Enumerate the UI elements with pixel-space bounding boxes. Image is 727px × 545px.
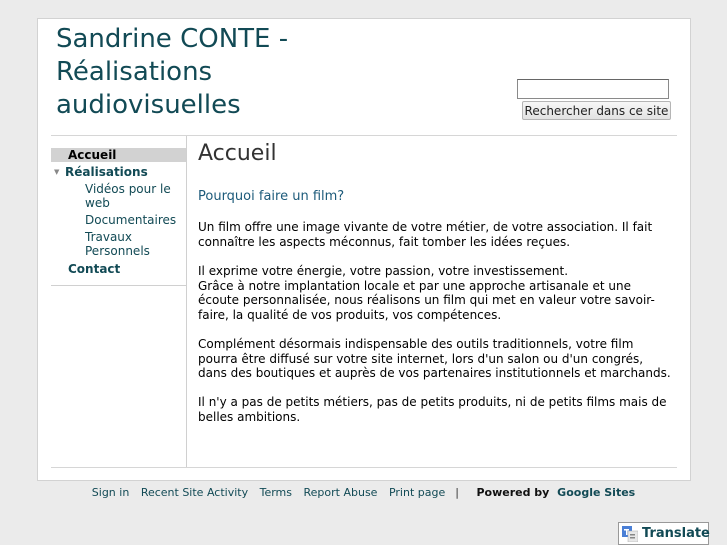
recent-activity-link[interactable]: Recent Site Activity: [140, 486, 249, 499]
site-title[interactable]: Sandrine CONTE - Réalisations audiovisuelles: [56, 24, 289, 120]
sidebar-item-accueil[interactable]: Accueil: [51, 148, 186, 162]
section-subtitle: Pourquoi faire un film?: [198, 189, 345, 204]
triangle-down-icon[interactable]: ▼: [54, 168, 60, 176]
translate-label[interactable]: Translate: [642, 526, 710, 541]
sidebar-item-videos[interactable]: Vidéos pour le web: [85, 182, 171, 210]
sign-in-link[interactable]: Sign in: [91, 486, 130, 499]
sidebar: [51, 136, 187, 467]
sidebar-item-documentaires[interactable]: Documentaires: [85, 213, 177, 227]
google-translate-icon: [622, 526, 638, 542]
powered-by-label: Powered by: [476, 486, 550, 499]
sidebar-item-realisations[interactable]: [54, 165, 148, 179]
paragraph-line: Grâce à notre implantation locale et par une approche artisanale et une écoute personnalisée, nous réalisons un film qui met en valeur votre savoir-faire, la qualité de vos produits, vos compétences.: [198, 278, 655, 322]
footer-separator: |: [455, 486, 459, 499]
paragraph: Un film offre une image vivante de votre métier, de votre association. Il fait connaître les aspects méconnus, fait tomber les idées reçues.: [198, 220, 653, 249]
footer: [0, 486, 727, 499]
translate-button[interactable]: [618, 522, 709, 545]
sidebar-item-travaux[interactable]: Travaux Personnels: [85, 230, 150, 258]
google-sites-link[interactable]: Google Sites: [557, 486, 636, 499]
paragraph-line: Il exprime votre énergie, votre passion, votre investissement.: [198, 264, 569, 278]
terms-link[interactable]: Terms: [259, 486, 292, 499]
sidebar-item-contact[interactable]: Contact: [68, 262, 121, 276]
paragraph-block: [198, 264, 673, 322]
print-page-link[interactable]: Print page: [388, 486, 446, 499]
sidebar-divider: [51, 285, 186, 286]
powered-by: [472, 486, 635, 499]
report-abuse-link[interactable]: Report Abuse: [303, 486, 378, 499]
paragraph: Complément désormais indispensable des outils traditionnels, votre film pourra être diffusé sur votre site internet, lors d'un salon ou d'un congrés, dans des boutiques et auprès de vos partenaires institutionnels et marchands.: [198, 337, 671, 381]
sidebar-item-label[interactable]: Réalisations: [65, 165, 148, 179]
page-title: Accueil: [198, 141, 277, 166]
content-divider: [51, 467, 677, 468]
main-content: [198, 140, 678, 424]
page-container: [37, 18, 691, 481]
search-button[interactable]: Rechercher dans ce site: [522, 101, 671, 120]
search-input[interactable]: [517, 79, 669, 99]
paragraph: Il n'y a pas de petits métiers, pas de petits produits, ni de petits films mais de belles ambitions.: [198, 395, 667, 424]
